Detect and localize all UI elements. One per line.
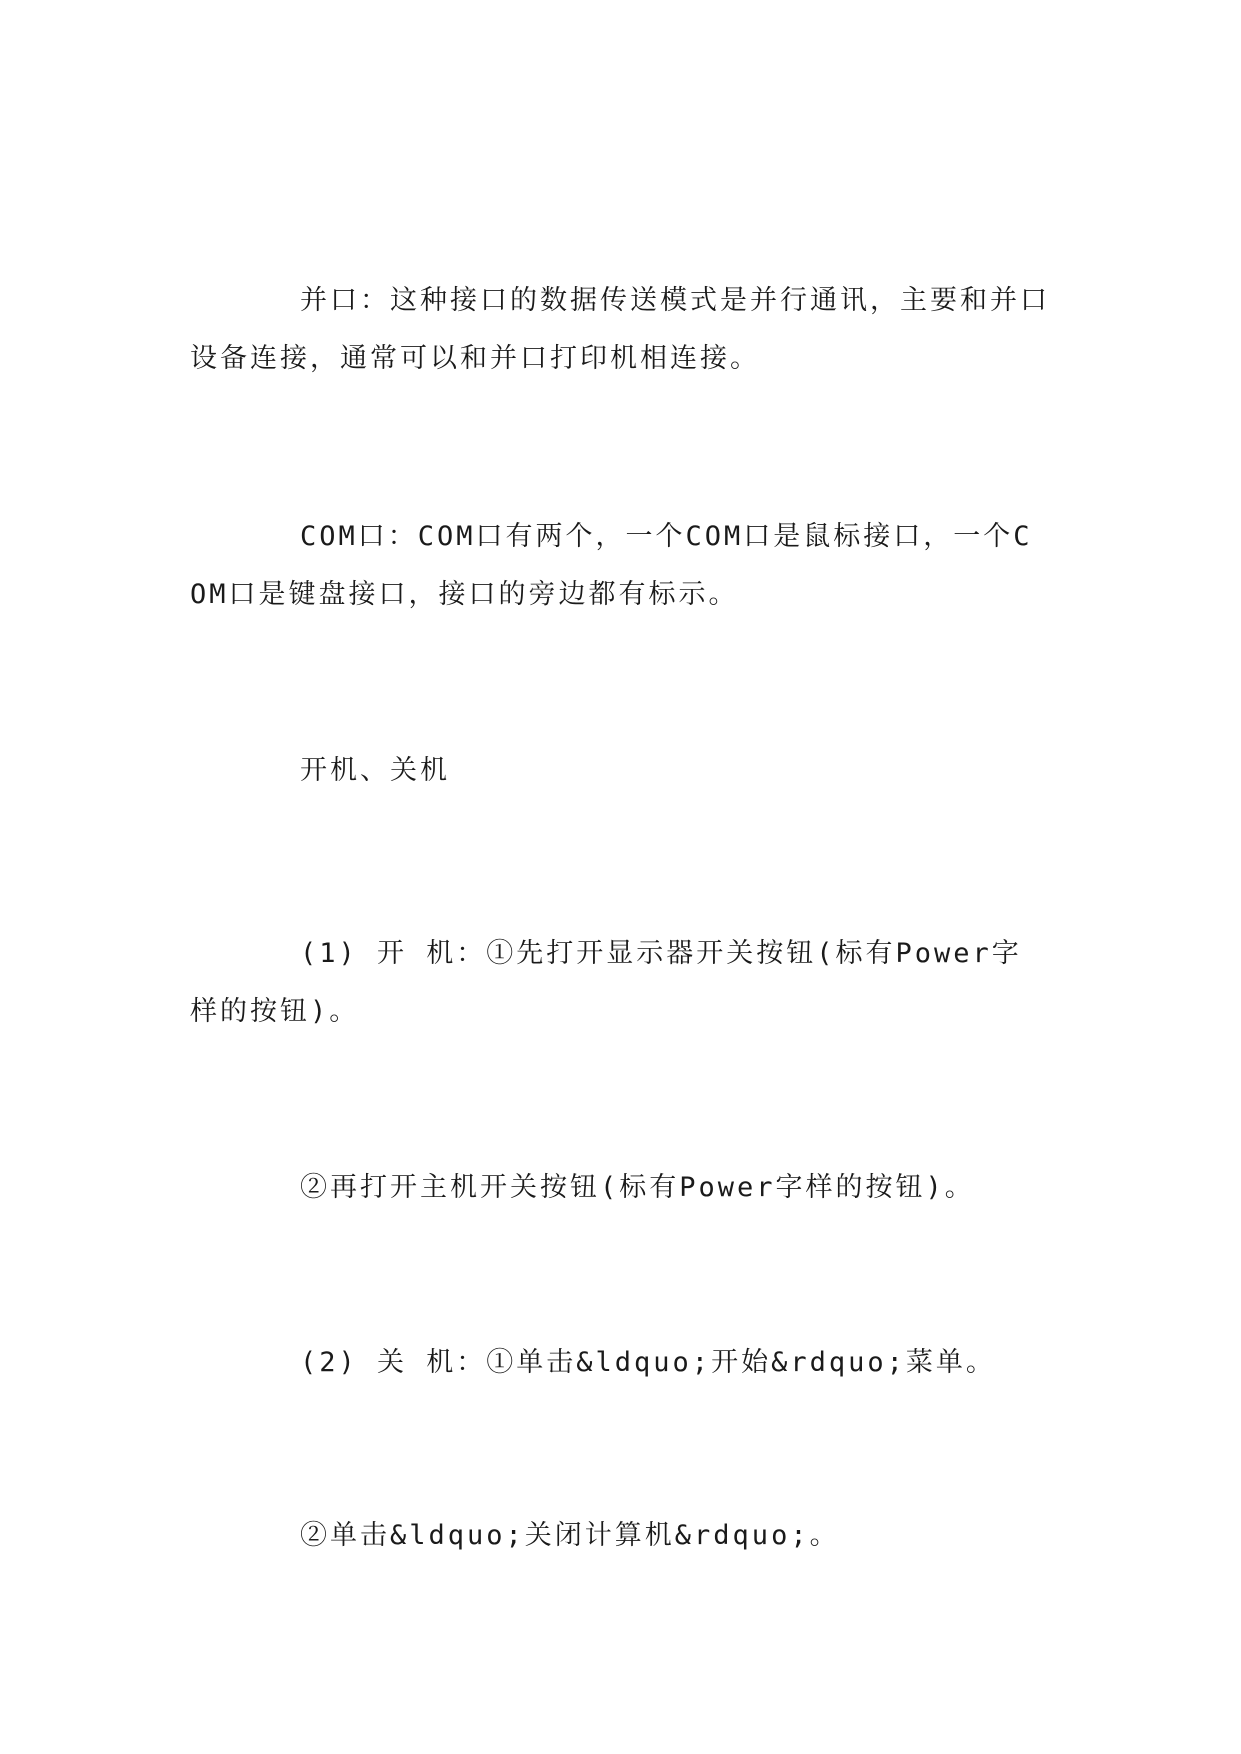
paragraph-com-port: COM口：COM口有两个，一个COM口是鼠标接口，一个COM口是键盘接口，接口的旁边都有标示。 xyxy=(190,521,1033,610)
paragraph-power-off-step1: (2) 关 机：①单击&ldquo;开始&rdquo;菜单。 xyxy=(300,1347,996,1378)
paragraph-power-off-step2: ②单击&ldquo;关闭计算机&rdquo;。 xyxy=(300,1520,840,1551)
section-heading-power: 开机、关机 xyxy=(300,755,450,786)
paragraph-power-on-step1: (1) 开 机：①先打开显示器开关按钮(标有Power字样的按钮)。 xyxy=(190,938,1022,1027)
paragraph-parallel-port: 并口：这种接口的数据传送模式是并行通讯，主要和并口设备连接，通常可以和并口打印机相连接。 xyxy=(190,285,1050,374)
paragraph-power-on-step2: ②再打开主机开关按钮(标有Power字样的按钮)。 xyxy=(300,1172,975,1203)
